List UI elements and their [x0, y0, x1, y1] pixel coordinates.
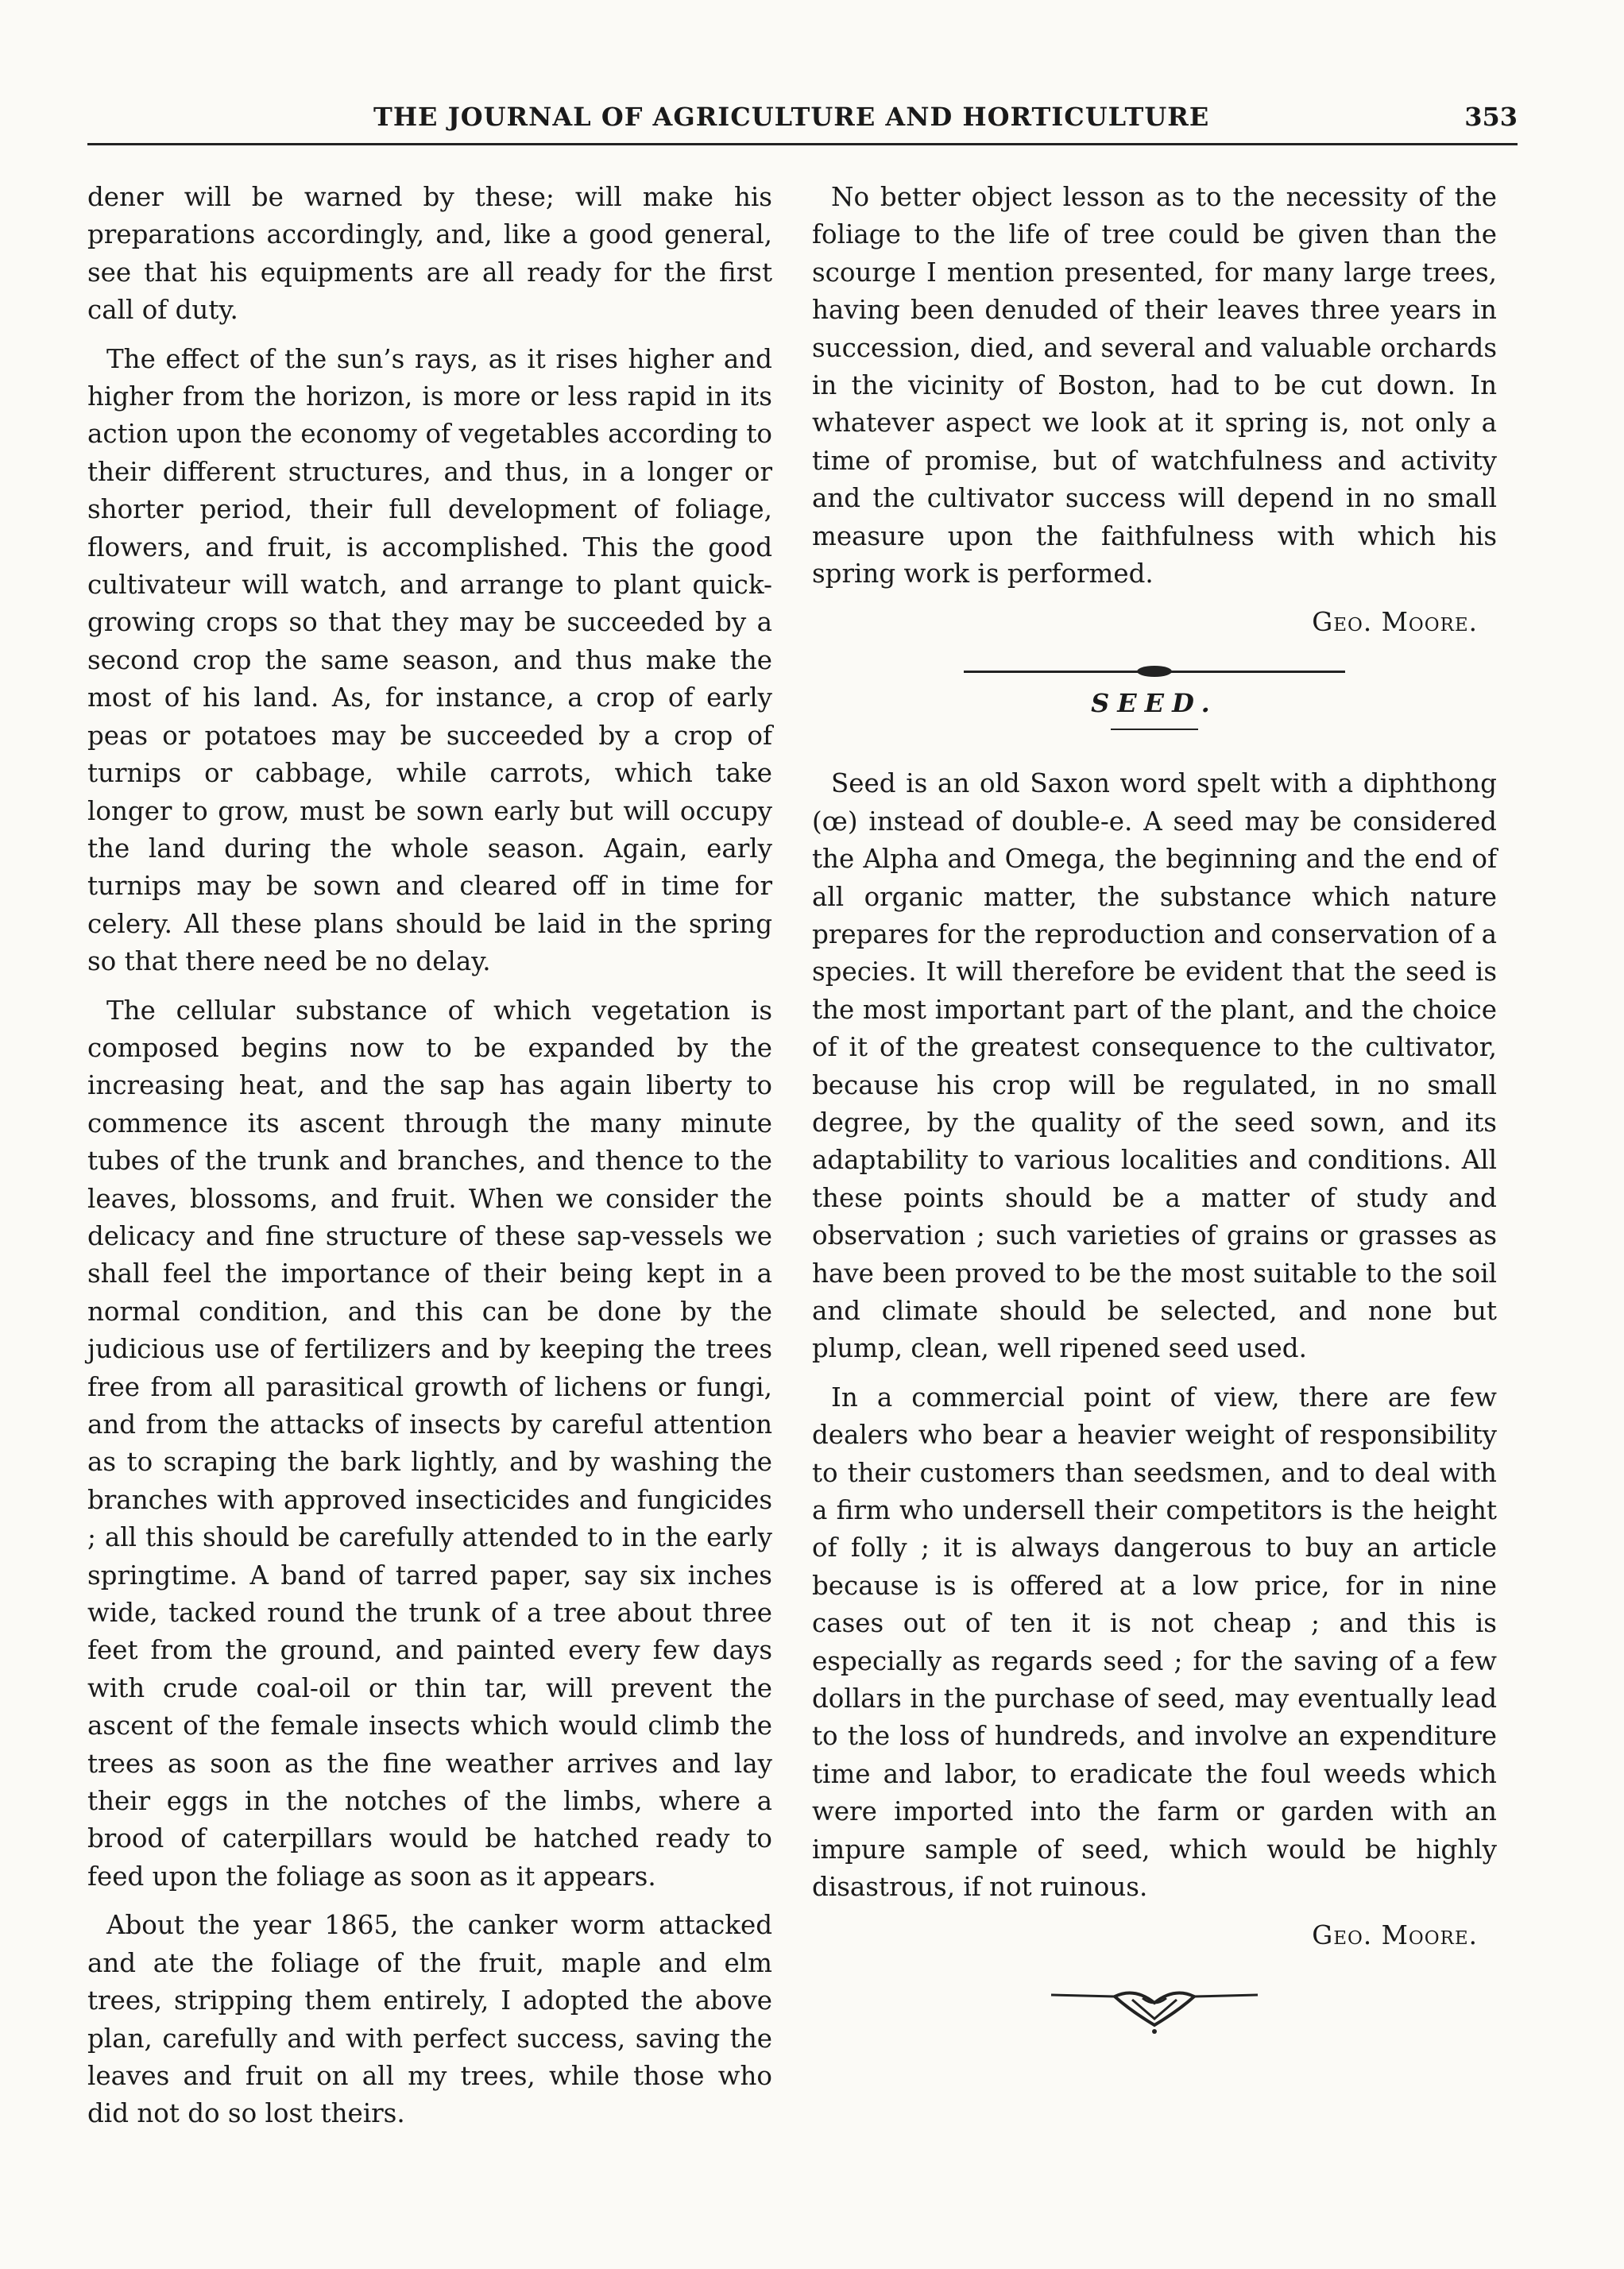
floral-tailpiece-icon: [812, 1979, 1497, 2045]
running-title: THE JOURNAL OF AGRICULTURE AND HORTICULTURE: [373, 102, 1210, 132]
paragraph: The cellular substance of which vegetation is composed begins now to be expanded by the increasing heat, and the sap has again liberty to commence its ascent through the many minute tubes of the trunk and branches, and thence to the leaves, blossoms, and fruit. When we consider the delicacy and fine structure of these sap-vessels we shall feel the importance of their being kept in a normal condition, and this can be done by the judicious use of fertilizers and by keeping the trees free from all parasitical growth of lichens or fungi, and from the attacks of insects by careful attention as to scraping the bark lightly, and by washing the branches with approved insecticides and fungicides ; all this should be carefully attended to in the early springtime. A band of tarred paper, say six inches wide, tacked round the trunk of a tree about three feet from the ground, and painted every few days with crude coal-oil or thin tar, will prevent the ascent of the female insects which would climb the trees as soon as the fine weather arrives and lay their eggs in the notches of the limbs, where a brood of caterpillars would be hatched ready to feed upon the foliage as soon as it appears.: [87, 995, 772, 1892]
paragraph: About the year 1865, the canker worm attacked and ate the foliage of the fruit, maple and elm trees, stripping them entirely, I adopted the above plan, carefully and with perfect success, saving the leaves and fruit on all my trees, while those who did not do so lost theirs.: [87, 1910, 772, 2129]
page-number: 353: [1464, 102, 1518, 132]
title-underline: [1111, 729, 1198, 730]
paragraph: No better object lesson as to the necessity of the foliage to the life of tree could be given than the scourge I mention presented, for many large trees, having been denuded of their leaves three years in succession, died, and several and valuable orchards in the vicinity of Boston, had to be cut down. In whatever aspect we look at it spring is, not only a time of promise, but of watchfulness and activity and the cultivator success will depend in no small measure upon the faithfulness with which his spring work is performed.: [812, 182, 1497, 589]
paragraph: Seed is an old Saxon word spelt with a diphthong (œ) instead of double-e. A seed may be considered the Alpha and Omega, the beginning and the end of all organic matter, the substance which nature prepares for the reproduction and conservation of a species. It will therefore be evident that the seed is the most important part of the plant, and the choice of it of the greatest consequence to the cultivator, because his crop will be regulated, in no small degree, by the quality of the seed sown, and its adaptability to various localities and conditions. All these points should be a matter of study and observation ; such varieties of grains or grasses as have been proved to be the most suitable to the soil and climate should be selected, and none but plump, clean, well ripened seed used.: [812, 768, 1497, 1364]
paragraph: The effect of the sun’s rays, as it rises higher and higher from the horizon, is more or less rapid in its action upon the economy of vegetables according to their different structures, and thus, in a longer or shorter period, their full development of foliage, flowers, and fruit, is accomplished. This the good cultivateur will watch, and arrange to plant quick-growing crops so that they may be succeeded by a second crop the same season, and thus make the most of his land. As, for instance, a crop of early peas or potatoes may be succeeded by a crop of turnips or cabbage, while carrots, which take longer to grow, must be sown early but will occupy the land during the whole season. Again, early turnips may be sown and cleared off in time for celery. All these plans should be laid in the spring so that there need be no delay.: [87, 343, 772, 977]
author-signature: Geo. Moore.: [1312, 607, 1478, 638]
author-signature: Geo. Moore.: [1312, 1920, 1478, 1951]
section-title: SEED.: [1091, 687, 1218, 718]
paragraph: dener will be warned by these; will make his preparations accordingly, and, like a good general, see that his equipments are all ready for the first call of duty.: [87, 182, 772, 326]
header-rule: [87, 143, 1518, 145]
left-column: [87, 179, 772, 2144]
right-column: [812, 179, 1497, 2045]
rule-ornament-icon: [964, 666, 1345, 677]
page-header: [87, 102, 1518, 137]
paragraph: In a commercial point of view, there are few dealers who bear a heavier weight of responsibility to their customers than seedsmen, and to deal with a firm who undersell their competitors is the height of folly ; it is always dangerous to buy an article because is is offered at a low price, for in nine cases out of ten it is not cheap ; and this is especially as regards seed ; for the saving of a few dollars in the purchase of seed, may eventually lead to the loss of hundreds, and involve an expenditure time and labor, to eradicate the foul weeds which were imported into the farm or garden with an impure sample of seed, which would be highly disastrous, if not ruinous.: [812, 1382, 1497, 1903]
